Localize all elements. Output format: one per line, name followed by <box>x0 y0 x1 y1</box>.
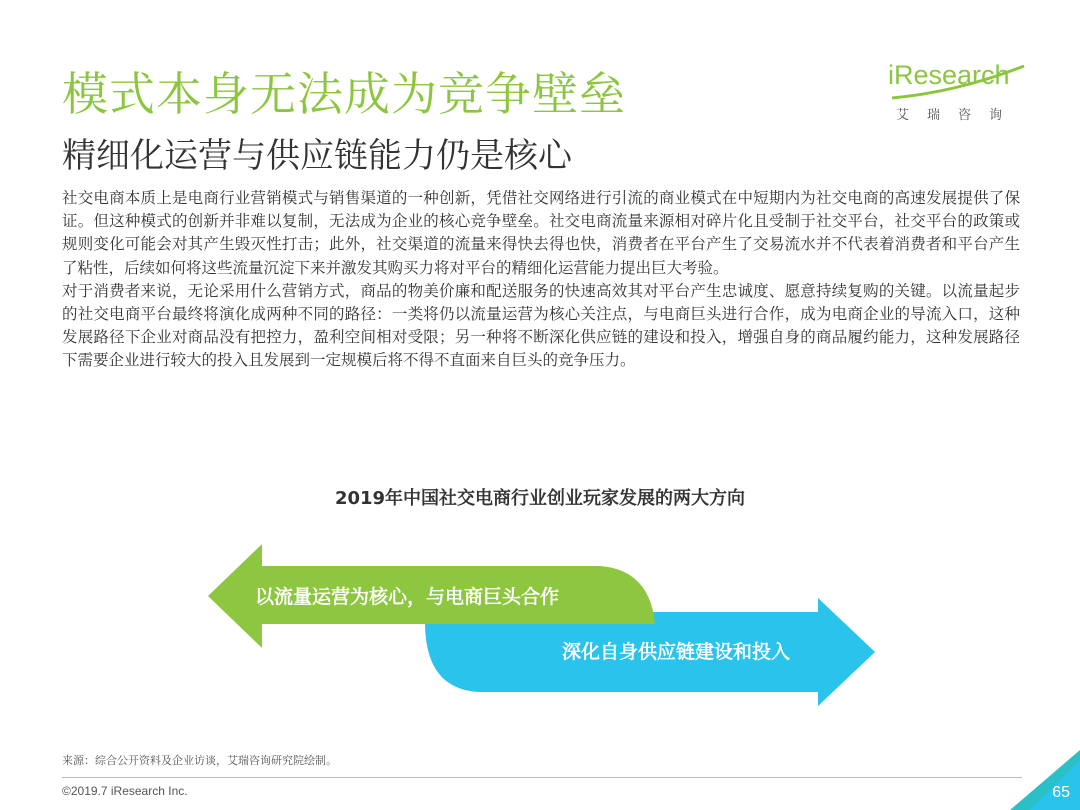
source-note: 来源：综合公开资料及企业访谈，艾瑞咨询研究院绘制。 <box>62 754 337 767</box>
iresearch-logo <box>888 60 1028 122</box>
diagram-title: 2019年中国社交电商行业创业玩家发展的两大方向 <box>334 488 746 509</box>
page-title: 模式本身无法成为竞争壁垒 <box>62 67 626 121</box>
page-subtitle: 精细化运营与供应链能力仍是核心 <box>62 136 572 176</box>
left-arrow-label: 以流量运营为核心，与电商巨头合作 <box>255 586 560 608</box>
page-number: 65 <box>1052 784 1070 801</box>
logo-cn-text: 艾瑞咨询 <box>896 108 1021 123</box>
footer-divider <box>62 777 1022 778</box>
body-paragraph-1: 社交电商本质上是电商行业营销模式与销售渠道的一种创新，凭借社交网络进行引流的商业模式在中短期内为社交电商的高速发展提供了保证。但这种模式的创新并非难以复制，无法成为企业的核心竞争壁垒。社交电商流量来源相对碎片化且受制于社交平台，社交平台的政策或规则变化可能会对其产生毁灭性打击；此外，社交渠道的流量来得快去得也快，消费者在平台产生了交易流水并不代表着消费者和平台产生了粘性，后续如何将这些流量沉淀下来并激发其购买力将对平台的精细化运营能力提出巨大考验。 <box>62 189 1020 277</box>
direction-diagram <box>0 530 1080 730</box>
logo-brand-text: iResearch <box>888 60 1010 90</box>
body-paragraph-2: 对于消费者来说，无论采用什么营销方式，商品的物美价廉和配送服务的快速高效其对平台产生忠诚度、愿意持续复购的关键。以流量起步的社交电商平台最终将演化成两种不同的路径：一类将仍以流量运营为核心关注点，与电商巨头进行合作，成为电商企业的导流入口，这种发展路径下企业对商品没有把控力，盈利空间相对受限；另一种将不断深化供应链的建设和投入，增强自身的商品履约能力，这种发展路径下需要企业进行较大的投入且发展到一定规模后将不得不直面来自巨头的竞争压力。 <box>62 281 1020 370</box>
body-text <box>62 187 1020 373</box>
copyright-text: ©2019.7 iResearch Inc. <box>62 784 188 798</box>
right-arrow-label: 深化自身供应链建设和投入 <box>562 641 791 663</box>
